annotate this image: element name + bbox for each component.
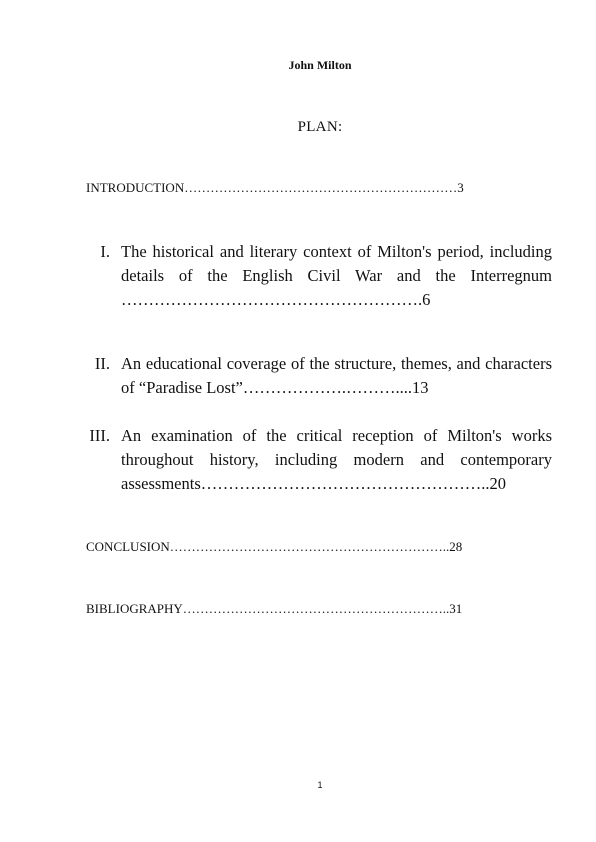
toc-item-text: An examination of the critical reception of Milton's works throughout history, including modern and contemporary assessments……………………………………………..20 xyxy=(121,426,552,493)
toc-conclusion: CONCLUSION………………………………………………………..28 xyxy=(86,539,463,554)
toc-item-numeral: II. xyxy=(94,354,110,373)
toc-item-numeral: I. xyxy=(100,242,110,261)
plan-title: PLAN: xyxy=(297,119,343,135)
author-heading: John Milton xyxy=(288,58,352,72)
toc-introduction: INTRODUCTION………………………………………………………3 xyxy=(86,180,464,195)
page-number: 1 xyxy=(317,780,323,790)
toc-item-text: The historical and literary context of Milton's period, including details of the English Civil War and the Interregnum ……………………………………………….6 xyxy=(121,242,552,309)
toc-item-text: An educational coverage of the structure, themes, and characters of “Paradise Lost”……………….………....13 xyxy=(121,354,552,397)
toc-bibliography: BIBLIOGRAPHY……………………………………………………..31 xyxy=(86,601,463,616)
toc-item-numeral: III. xyxy=(89,426,110,445)
